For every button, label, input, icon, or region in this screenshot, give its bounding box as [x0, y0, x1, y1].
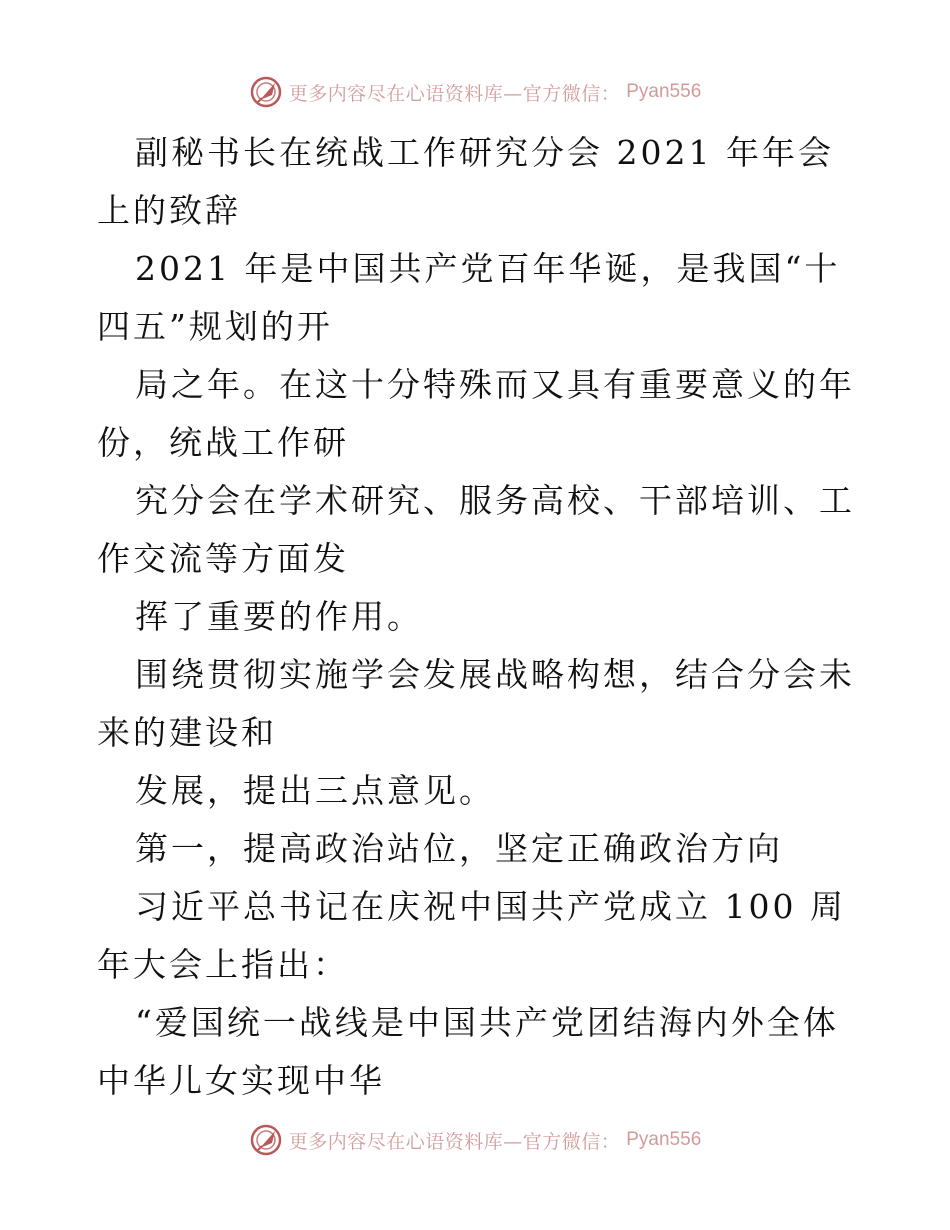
- watermark-text: 更多内容尽在心语资料库—官方微信：: [288, 1130, 621, 1153]
- paragraph: 挥了重要的作用。: [135, 597, 423, 636]
- paragraph: 习近平总书记在庆祝中国共产党成立 100 周年大会上指出：: [97, 887, 846, 984]
- quotation: “爱国统一战线是中国共产党团结海内外全体中华儿女实现中华: [97, 1003, 839, 1100]
- paragraph: 2021 年是中国共产党百年华诞，是我国“十四五”规划的开: [97, 249, 841, 346]
- paragraph: 发展，提出三点意见。: [135, 771, 495, 810]
- quill-seal-icon: [249, 75, 283, 109]
- quill-seal-icon: [249, 1123, 283, 1157]
- watermark-wechat-id: Pyan556: [626, 1129, 702, 1150]
- watermark-text: 更多内容尽在心语资料库—官方微信：: [288, 82, 621, 105]
- document-body: [97, 124, 857, 1110]
- document-title: 副秘书长在统战工作研究分会 2021 年年会上的致辞: [97, 133, 834, 230]
- watermark-wechat-id: Pyan556: [626, 81, 702, 102]
- section-heading: 第一，提高政治站位，坚定正确政治方向: [135, 829, 783, 868]
- header-watermark: [0, 72, 950, 112]
- paragraph: 围绕贯彻实施学会发展战略构想，结合分会未来的建设和: [97, 655, 855, 752]
- footer-watermark: [0, 1120, 950, 1160]
- paragraph: 究分会在学术研究、服务高校、干部培训、工作交流等方面发: [97, 481, 855, 578]
- paragraph: 局之年。在这十分特殊而又具有重要意义的年份，统战工作研: [97, 365, 855, 462]
